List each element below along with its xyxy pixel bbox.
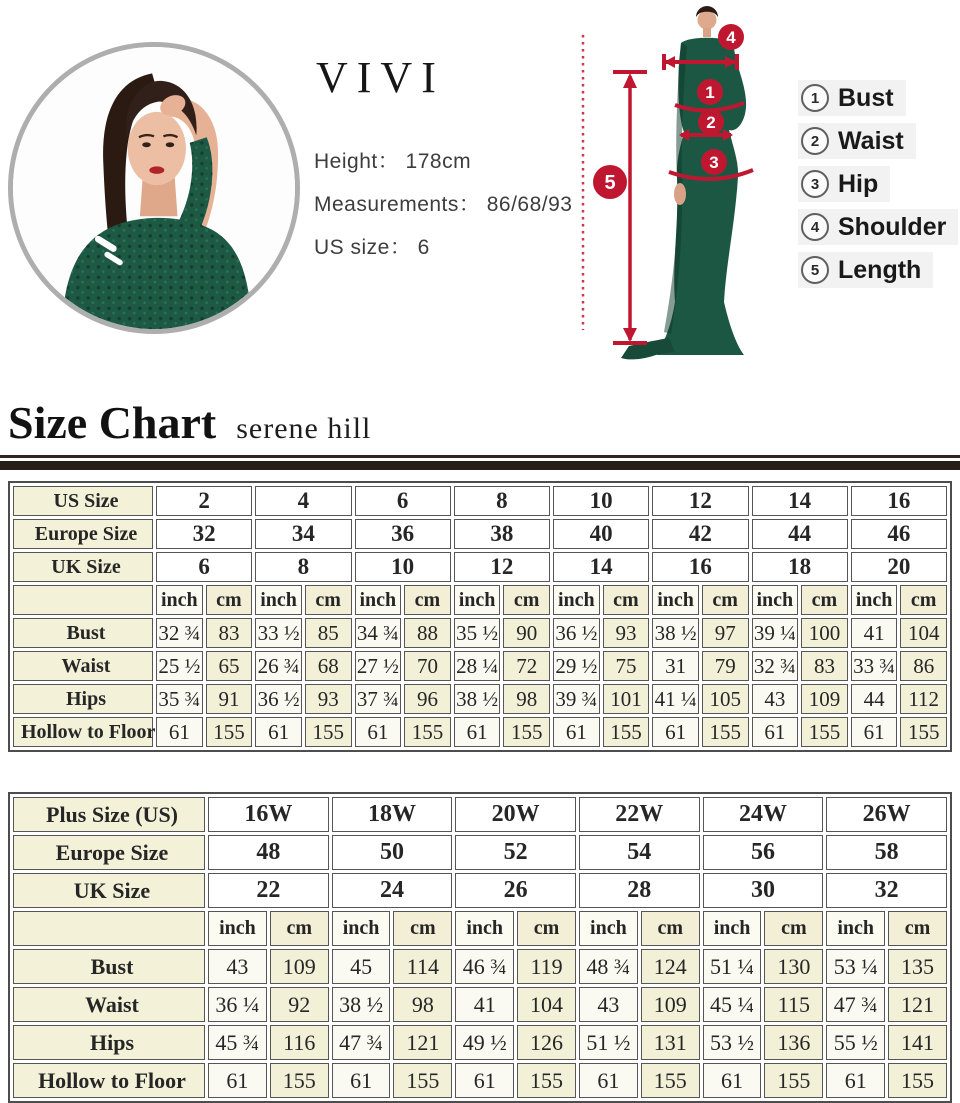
measure-inch-value: 44 — [851, 684, 898, 714]
size-value: 40 — [553, 519, 649, 549]
model-portrait-illustration — [13, 47, 295, 329]
measure-row — [13, 651, 947, 681]
model-portrait-photo — [8, 42, 300, 334]
size-value: 20 — [851, 552, 947, 582]
measure-cm-value: 109 — [270, 949, 329, 984]
size-header-row — [13, 873, 947, 908]
measure-cm-value: 86 — [900, 651, 947, 681]
size-value: 14 — [752, 486, 848, 516]
legend-label: Shoulder — [838, 212, 947, 241]
measure-row-label: Waist — [13, 987, 205, 1022]
measure-inch-value: 28 ¼ — [454, 651, 501, 681]
measure-cm-value: 70 — [404, 651, 451, 681]
size-value: 20W — [455, 797, 576, 832]
size-value: 8 — [454, 486, 550, 516]
measure-inch-value: 61 — [826, 1063, 885, 1098]
measure-inch-value: 61 — [255, 717, 302, 747]
legend-item-bust — [798, 80, 906, 116]
hero-section — [0, 0, 960, 390]
measure-cm-value: 155 — [764, 1063, 823, 1098]
size-value: 2 — [156, 486, 252, 516]
measure-cm-value: 93 — [305, 684, 352, 714]
measure-row — [13, 618, 947, 648]
size-value: 22W — [579, 797, 700, 832]
unit-cm-header: cm — [393, 911, 452, 946]
model-us-size: US size： 6 — [314, 236, 430, 259]
unit-inch-header: inch — [156, 585, 203, 615]
measure-cm-value: 83 — [206, 618, 253, 648]
size-row-label: UK Size — [13, 552, 153, 582]
measure-inch-value: 41 — [851, 618, 898, 648]
size-value: 34 — [255, 519, 351, 549]
measure-cm-value: 105 — [702, 684, 749, 714]
measure-row — [13, 987, 947, 1022]
measure-inch-value: 43 — [208, 949, 267, 984]
measure-inch-value: 47 ¾ — [332, 1025, 391, 1060]
legend-number-icon: 3 — [801, 170, 829, 198]
marker-3-hip: 3 — [709, 153, 719, 172]
marker-5-length: 5 — [604, 172, 616, 194]
measure-cm-value: 104 — [517, 987, 576, 1022]
size-value: 28 — [579, 873, 700, 908]
measure-inch-value: 41 ¼ — [652, 684, 699, 714]
measure-inch-value: 45 — [332, 949, 391, 984]
size-value: 48 — [208, 835, 329, 870]
unit-inch-header: inch — [455, 911, 514, 946]
measure-row-label: Bust — [13, 949, 205, 984]
measure-cm-value: 155 — [641, 1063, 700, 1098]
unit-cm-header: cm — [900, 585, 947, 615]
measure-inch-value: 61 — [752, 717, 799, 747]
unit-inch-header: inch — [255, 585, 302, 615]
measure-cm-value: 72 — [503, 651, 550, 681]
plus-size-table — [8, 792, 952, 1103]
size-value: 10 — [355, 552, 451, 582]
measure-cm-value: 121 — [393, 1025, 452, 1060]
marker-2-waist: 2 — [706, 113, 716, 132]
unit-cm-header: cm — [206, 585, 253, 615]
measure-cm-value: 65 — [206, 651, 253, 681]
measure-inch-value: 39 ¼ — [752, 618, 799, 648]
measure-cm-value: 155 — [888, 1063, 947, 1098]
legend-item-hip — [798, 166, 890, 202]
unit-header-row — [13, 911, 947, 946]
unit-inch-header: inch — [355, 585, 402, 615]
measure-row-label: Waist — [13, 651, 153, 681]
size-value: 26 — [455, 873, 576, 908]
standard-size-table — [8, 481, 952, 752]
size-row-label: Europe Size — [13, 519, 153, 549]
measure-inch-value: 45 ¾ — [208, 1025, 267, 1060]
legend-label: Bust — [838, 83, 894, 112]
measure-row-label: Hips — [13, 1025, 205, 1060]
measure-inch-value: 61 — [851, 717, 898, 747]
size-value: 38 — [454, 519, 550, 549]
measure-cm-value: 155 — [305, 717, 352, 747]
unit-cm-header: cm — [404, 585, 451, 615]
measure-inch-value: 35 ½ — [454, 618, 501, 648]
size-value: 6 — [156, 552, 252, 582]
unit-inch-header: inch — [851, 585, 898, 615]
legend-number-icon: 2 — [801, 127, 829, 155]
measure-inch-value: 26 ¾ — [255, 651, 302, 681]
measure-inch-value: 32 ¾ — [752, 651, 799, 681]
marker-4-shoulder: 4 — [726, 28, 736, 47]
measure-inch-value: 31 — [652, 651, 699, 681]
size-value: 18W — [332, 797, 453, 832]
measure-row — [13, 1025, 947, 1060]
measure-inch-value: 46 ¾ — [455, 949, 514, 984]
heading-row — [0, 390, 960, 449]
measure-inch-value: 61 — [156, 717, 203, 747]
measure-cm-value: 155 — [702, 717, 749, 747]
size-value: 18 — [752, 552, 848, 582]
size-value: 56 — [703, 835, 824, 870]
legend-item-waist — [798, 123, 916, 159]
size-row-label: UK Size — [13, 873, 205, 908]
measure-inch-value: 61 — [579, 1063, 638, 1098]
unit-inch-header: inch — [208, 911, 267, 946]
measure-cm-value: 155 — [206, 717, 253, 747]
marker-1-bust: 1 — [705, 83, 715, 102]
unit-inch-header: inch — [332, 911, 391, 946]
measure-cm-value: 88 — [404, 618, 451, 648]
unit-cm-header: cm — [888, 911, 947, 946]
measure-row — [13, 949, 947, 984]
divider-thin-rule — [0, 455, 960, 458]
unit-inch-header: inch — [553, 585, 600, 615]
size-value: 14 — [553, 552, 649, 582]
size-value: 16 — [652, 552, 748, 582]
measure-cm-value: 155 — [900, 717, 947, 747]
unit-inch-header: inch — [752, 585, 799, 615]
unit-row-empty-label — [13, 585, 153, 615]
measure-cm-value: 155 — [603, 717, 650, 747]
measure-inch-value: 55 ½ — [826, 1025, 885, 1060]
tables-section — [0, 481, 960, 1103]
unit-header-row — [13, 585, 947, 615]
measure-inch-value: 61 — [703, 1063, 762, 1098]
measure-cm-value: 98 — [503, 684, 550, 714]
measure-inch-value: 43 — [752, 684, 799, 714]
measure-inch-value: 25 ½ — [156, 651, 203, 681]
unit-cm-header: cm — [603, 585, 650, 615]
measure-inch-value: 36 ¼ — [208, 987, 267, 1022]
measure-inch-value: 51 ¼ — [703, 949, 762, 984]
measure-cm-value: 90 — [503, 618, 550, 648]
unit-inch-header: inch — [826, 911, 885, 946]
measure-cm-value: 136 — [764, 1025, 823, 1060]
unit-cm-header: cm — [305, 585, 352, 615]
size-header-row — [13, 797, 947, 832]
unit-cm-header: cm — [702, 585, 749, 615]
size-value: 32 — [826, 873, 947, 908]
legend-number-icon: 1 — [801, 84, 829, 112]
measure-inch-value: 41 — [455, 987, 514, 1022]
size-value: 16 — [851, 486, 947, 516]
size-value: 32 — [156, 519, 252, 549]
measure-inch-value: 39 ¾ — [553, 684, 600, 714]
measurement-diagram — [563, 2, 800, 374]
page-title: Size Chart — [8, 397, 217, 448]
legend-number-icon: 5 — [801, 256, 829, 284]
size-value: 24 — [332, 873, 453, 908]
unit-cm-header: cm — [641, 911, 700, 946]
unit-cm-header: cm — [764, 911, 823, 946]
measure-cm-value: 96 — [404, 684, 451, 714]
size-row-label: US Size — [13, 486, 153, 516]
measure-cm-value: 75 — [603, 651, 650, 681]
size-value: 22 — [208, 873, 329, 908]
measure-inch-value: 61 — [652, 717, 699, 747]
measure-cm-value: 116 — [270, 1025, 329, 1060]
measure-cm-value: 135 — [888, 949, 947, 984]
legend-item-length — [798, 252, 933, 288]
measure-inch-value: 36 ½ — [255, 684, 302, 714]
measure-inch-value: 49 ½ — [455, 1025, 514, 1060]
measure-cm-value: 119 — [517, 949, 576, 984]
unit-inch-header: inch — [703, 911, 762, 946]
measure-cm-value: 130 — [764, 949, 823, 984]
measure-inch-value: 47 ¾ — [826, 987, 885, 1022]
measure-row — [13, 684, 947, 714]
size-value: 54 — [579, 835, 700, 870]
measure-row-label: Bust — [13, 618, 153, 648]
measure-cm-value: 155 — [404, 717, 451, 747]
measure-inch-value: 45 ¼ — [703, 987, 762, 1022]
measure-cm-value: 155 — [801, 717, 848, 747]
size-header-row — [13, 519, 947, 549]
measure-inch-value: 61 — [355, 717, 402, 747]
legend-number-icon: 4 — [801, 213, 829, 241]
measure-row-label: Hips — [13, 684, 153, 714]
size-value: 46 — [851, 519, 947, 549]
size-value: 8 — [255, 552, 351, 582]
measure-cm-value: 109 — [801, 684, 848, 714]
measure-inch-value: 48 ¾ — [579, 949, 638, 984]
measure-cm-value: 93 — [603, 618, 650, 648]
measure-row-label: Hollow to Floor — [13, 1063, 205, 1098]
measure-cm-value: 83 — [801, 651, 848, 681]
size-value: 52 — [455, 835, 576, 870]
size-value: 50 — [332, 835, 453, 870]
measure-inch-value: 37 ¾ — [355, 684, 402, 714]
measure-cm-value: 109 — [641, 987, 700, 1022]
size-value: 42 — [652, 519, 748, 549]
measure-inch-value: 34 ¾ — [355, 618, 402, 648]
size-value: 12 — [454, 552, 550, 582]
measure-inch-value: 38 ½ — [332, 987, 391, 1022]
brand-title: VIVI — [316, 53, 445, 102]
measure-cm-value: 155 — [393, 1063, 452, 1098]
measure-cm-value: 104 — [900, 618, 947, 648]
unit-inch-header: inch — [454, 585, 501, 615]
size-value: 44 — [752, 519, 848, 549]
measure-cm-value: 79 — [702, 651, 749, 681]
measure-inch-value: 43 — [579, 987, 638, 1022]
measure-cm-value: 131 — [641, 1025, 700, 1060]
size-value: 36 — [355, 519, 451, 549]
measure-inch-value: 38 ½ — [454, 684, 501, 714]
unit-inch-header: inch — [652, 585, 699, 615]
dress-figure-illustration — [563, 2, 800, 374]
measure-inch-value: 36 ½ — [553, 618, 600, 648]
measure-inch-value: 33 ¾ — [851, 651, 898, 681]
unit-cm-header: cm — [801, 585, 848, 615]
measure-inch-value: 61 — [553, 717, 600, 747]
measure-cm-value: 121 — [888, 987, 947, 1022]
measure-inch-value: 38 ½ — [652, 618, 699, 648]
measure-inch-value: 61 — [454, 717, 501, 747]
measure-cm-value: 115 — [764, 987, 823, 1022]
unit-inch-header: inch — [579, 911, 638, 946]
size-value: 6 — [355, 486, 451, 516]
measure-inch-value: 61 — [455, 1063, 514, 1098]
size-header-row — [13, 486, 947, 516]
measure-inch-value: 35 ¾ — [156, 684, 203, 714]
measure-cm-value: 155 — [503, 717, 550, 747]
size-row-label: Plus Size (US) — [13, 797, 205, 832]
measure-row — [13, 717, 947, 747]
size-value: 30 — [703, 873, 824, 908]
measure-cm-value: 92 — [270, 987, 329, 1022]
measure-cm-value: 124 — [641, 949, 700, 984]
size-value: 16W — [208, 797, 329, 832]
size-header-row — [13, 552, 947, 582]
size-row-label: Europe Size — [13, 835, 205, 870]
page-subtitle: serene hill — [236, 412, 372, 445]
size-value: 12 — [652, 486, 748, 516]
measure-inch-value: 51 ½ — [579, 1025, 638, 1060]
measure-inch-value: 61 — [208, 1063, 267, 1098]
measure-inch-value: 32 ¾ — [156, 618, 203, 648]
size-value: 26W — [826, 797, 947, 832]
size-value: 58 — [826, 835, 947, 870]
model-measurements: Measurements： 86/68/93 — [314, 193, 573, 216]
unit-cm-header: cm — [503, 585, 550, 615]
measure-inch-value: 33 ½ — [255, 618, 302, 648]
size-value: 24W — [703, 797, 824, 832]
size-value: 4 — [255, 486, 351, 516]
model-height: Height： 178cm — [314, 150, 472, 173]
measure-cm-value: 112 — [900, 684, 947, 714]
measure-cm-value: 155 — [517, 1063, 576, 1098]
measure-cm-value: 114 — [393, 949, 452, 984]
size-value: 10 — [553, 486, 649, 516]
measure-inch-value: 53 ½ — [703, 1025, 762, 1060]
measure-cm-value: 126 — [517, 1025, 576, 1060]
measure-row-label: Hollow to Floor — [13, 717, 153, 747]
measure-cm-value: 68 — [305, 651, 352, 681]
legend-item-shoulder — [798, 209, 958, 245]
measure-inch-value: 61 — [332, 1063, 391, 1098]
measure-cm-value: 97 — [702, 618, 749, 648]
measure-cm-value: 141 — [888, 1025, 947, 1060]
unit-cm-header: cm — [517, 911, 576, 946]
unit-cm-header: cm — [270, 911, 329, 946]
measure-cm-value: 98 — [393, 987, 452, 1022]
measure-cm-value: 101 — [603, 684, 650, 714]
legend-label: Length — [838, 255, 922, 284]
divider-thick-bar — [0, 461, 960, 470]
measure-inch-value: 27 ½ — [355, 651, 402, 681]
measure-cm-value: 100 — [801, 618, 848, 648]
measure-cm-value: 155 — [270, 1063, 329, 1098]
legend-label: Hip — [838, 169, 879, 198]
measure-cm-value: 85 — [305, 618, 352, 648]
legend-label: Waist — [838, 126, 904, 155]
measure-inch-value: 29 ½ — [553, 651, 600, 681]
size-header-row — [13, 835, 947, 870]
measure-cm-value: 91 — [206, 684, 253, 714]
measure-row — [13, 1063, 947, 1098]
measurement-legend — [798, 80, 958, 295]
unit-row-empty-label — [13, 911, 205, 946]
measure-inch-value: 53 ¼ — [826, 949, 885, 984]
